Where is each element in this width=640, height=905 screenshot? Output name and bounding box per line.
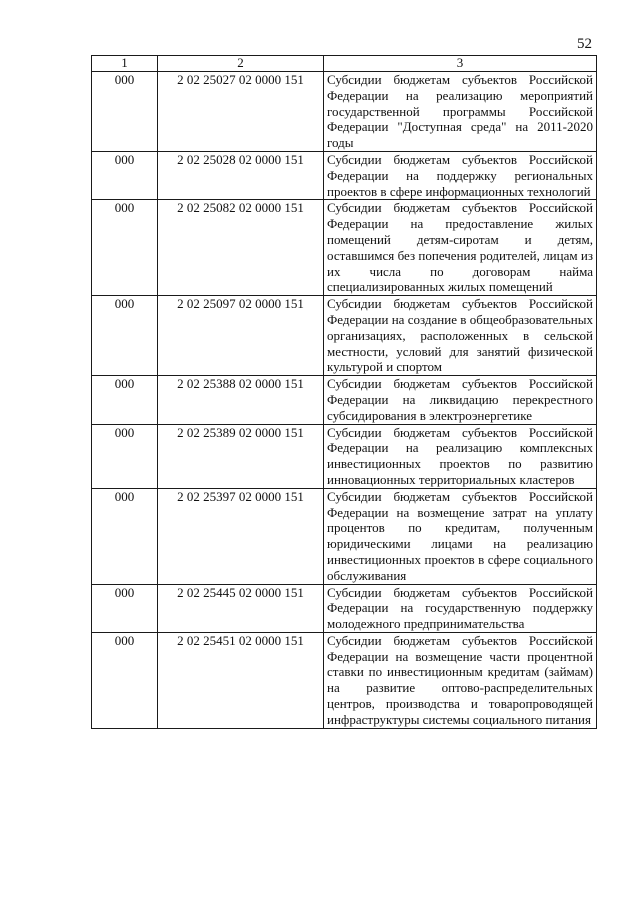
- admin-code-cell: 000: [92, 376, 158, 424]
- budget-code-cell: 2 02 25028 02 0000 151: [158, 151, 324, 199]
- budget-code-cell: 2 02 25082 02 0000 151: [158, 200, 324, 296]
- income-name-cell: Субсидии бюджетам субъектов Российской Федерации на поддержку региональных проектов в сфере информационных технологий: [324, 151, 597, 199]
- admin-code-cell: 000: [92, 72, 158, 152]
- table-row: [92, 376, 597, 424]
- table-row: [92, 72, 597, 152]
- column-header-1: 1: [92, 56, 158, 72]
- income-name-cell: Субсидии бюджетам субъектов Российской Федерации на государственную поддержку молодежного предпринимательства: [324, 584, 597, 632]
- income-name-cell: Субсидии бюджетам субъектов Российской Федерации на реализацию комплексных инвестиционных проектов по развитию инновационных территориальных кластеров: [324, 424, 597, 488]
- table-row: [92, 296, 597, 376]
- table-row: [92, 200, 597, 296]
- admin-code-cell: 000: [92, 488, 158, 584]
- income-name-cell: Субсидии бюджетам субъектов Российской Федерации на ликвидацию перекрестного субсидирования в электроэнергетике: [324, 376, 597, 424]
- admin-code-cell: 000: [92, 424, 158, 488]
- budget-code-cell: 2 02 25027 02 0000 151: [158, 72, 324, 152]
- page-number: 52: [577, 36, 592, 52]
- budget-code-cell: 2 02 25097 02 0000 151: [158, 296, 324, 376]
- admin-code-cell: 000: [92, 200, 158, 296]
- income-name-cell: Субсидии бюджетам субъектов Российской Федерации на создание в общеобразовательных организациях, расположенных в сельской местности, условий для занятий физической культурой и спортом: [324, 296, 597, 376]
- admin-code-cell: 000: [92, 632, 158, 728]
- table-header-row: [92, 56, 597, 72]
- table-row: [92, 424, 597, 488]
- table-row: [92, 632, 597, 728]
- budget-code-cell: 2 02 25451 02 0000 151: [158, 632, 324, 728]
- table-row: [92, 584, 597, 632]
- income-name-cell: Субсидии бюджетам субъектов Российской Федерации на возмещение затрат на уплату процентов по кредитам, полученным юридическими лицами на реализацию инвестиционных проектов в сфере социального обслуживания: [324, 488, 597, 584]
- income-name-cell: Субсидии бюджетам субъектов Российской Федерации на предоставление жилых помещений детям-сиротам и детям, оставшимся без попечения родителей, лицам из их числа по договорам найма специализированных жилых помещений: [324, 200, 597, 296]
- admin-code-cell: 000: [92, 151, 158, 199]
- income-name-cell: Субсидии бюджетам субъектов Российской Федерации на возмещение части процентной ставки по инвестиционным кредитам (займам) на развитие оптово-распределительных центров, производства и товаропроводящей инфраструктуры системы социального питания: [324, 632, 597, 728]
- budget-code-cell: 2 02 25397 02 0000 151: [158, 488, 324, 584]
- budget-code-cell: 2 02 25388 02 0000 151: [158, 376, 324, 424]
- column-header-3: 3: [324, 56, 597, 72]
- table-row: [92, 151, 597, 199]
- column-header-2: 2: [158, 56, 324, 72]
- budget-code-cell: 2 02 25445 02 0000 151: [158, 584, 324, 632]
- admin-code-cell: 000: [92, 584, 158, 632]
- income-name-cell: Субсидии бюджетам субъектов Российской Федерации на реализацию мероприятий государственной программы Российской Федерации "Доступная среда" на 2011-2020 годы: [324, 72, 597, 152]
- budget-code-cell: 2 02 25389 02 0000 151: [158, 424, 324, 488]
- table-row: [92, 488, 597, 584]
- budget-classification-table: [91, 55, 597, 729]
- admin-code-cell: 000: [92, 296, 158, 376]
